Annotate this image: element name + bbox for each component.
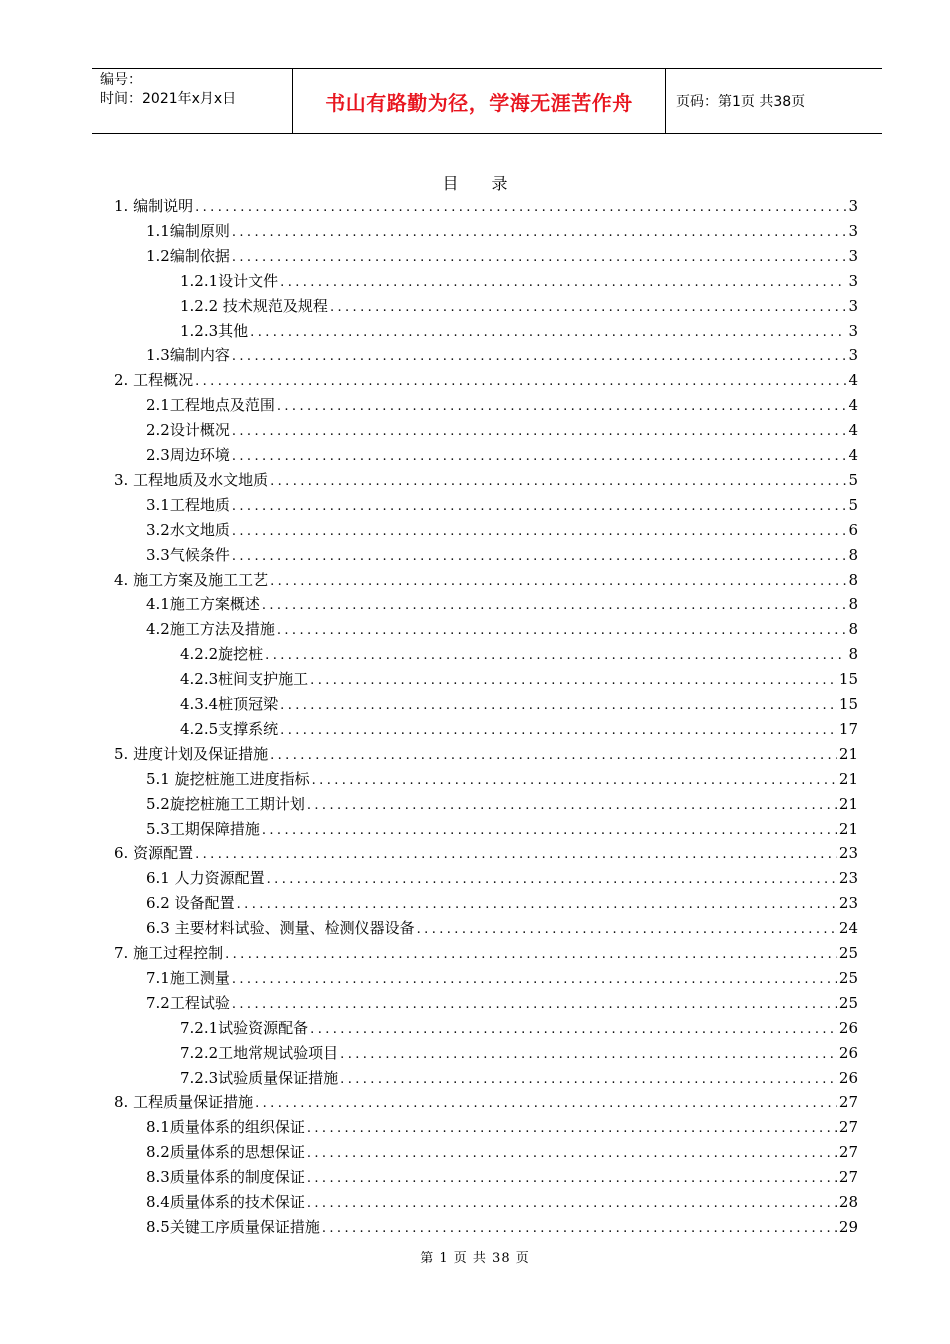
- toc-entry-page: 24: [838, 919, 858, 938]
- toc-entry[interactable]: [146, 991, 858, 1016]
- toc-entry-page: 23: [838, 844, 858, 863]
- toc-entry-label: 2. 工程概况: [114, 371, 194, 390]
- toc-entry-label: 7.2.1试验资源配备: [180, 1018, 309, 1037]
- toc-entry[interactable]: [146, 592, 858, 617]
- toc-entry-page: 8: [848, 570, 858, 589]
- toc-entry[interactable]: [146, 1140, 858, 1165]
- toc-entry[interactable]: [146, 518, 858, 543]
- toc-entry-label: 7.2.3试验质量保证措施: [180, 1068, 339, 1087]
- toc-entry-label: 6.2 设备配置: [146, 894, 235, 913]
- toc-entry-label: 8.1质量体系的组织保证: [146, 1118, 305, 1137]
- toc-dot-leader: [232, 494, 847, 518]
- toc-entry[interactable]: [180, 294, 858, 319]
- toc-dot-leader: [232, 519, 847, 543]
- toc-dot-leader: [237, 892, 837, 916]
- toc-dot-leader: [277, 394, 847, 418]
- toc-entry-page: 4: [848, 396, 858, 415]
- toc-entry-page: 27: [838, 1143, 858, 1162]
- toc-entry-page: 23: [838, 894, 858, 913]
- toc-dot-leader: [280, 718, 837, 742]
- toc-entry-label: 1.3编制内容: [146, 346, 230, 365]
- toc-dot-leader: [265, 643, 846, 667]
- toc-entry-label: 1.2.2 技术规范及规程: [180, 296, 328, 315]
- header-meta: [92, 69, 293, 133]
- toc-entry-label: 8. 工程质量保证措施: [114, 1093, 254, 1112]
- toc-entry-page: 21: [838, 819, 858, 838]
- document-number-label: 编号：: [100, 72, 142, 88]
- toc-dot-leader: [340, 1067, 837, 1091]
- toc-entry-page: 4: [848, 421, 858, 440]
- toc-entry-page: 3: [848, 221, 858, 240]
- toc-entry-page: 3: [848, 246, 858, 265]
- toc-entry-label: 8.5关键工序质量保证措施: [146, 1217, 320, 1236]
- toc-entry-label: 3.3气候条件: [146, 545, 230, 564]
- toc-entry-label: 8.3质量体系的制度保证: [146, 1168, 305, 1187]
- toc-entry-page: 27: [838, 1093, 858, 1112]
- toc-entry[interactable]: [114, 841, 858, 866]
- toc-dot-leader: [340, 1042, 837, 1066]
- toc-entry[interactable]: [146, 443, 858, 468]
- toc-entry-label: 6. 资源配置: [114, 844, 194, 863]
- toc-entry-label: 4.2.3桩间支护施工: [180, 670, 309, 689]
- toc-entry-page: 6: [848, 520, 858, 539]
- toc-dot-leader: [270, 469, 846, 493]
- toc-entry-label: 4. 施工方案及施工工艺: [114, 570, 269, 589]
- toc-entry-label: 3.1工程地质: [146, 495, 230, 514]
- toc-entry[interactable]: [180, 642, 858, 667]
- header-page-info: 页码：第1页 共38页: [676, 94, 806, 110]
- toc-entry-page: 8: [848, 645, 858, 664]
- toc-dot-leader: [277, 618, 847, 642]
- toc-entry-page: 21: [838, 794, 858, 813]
- toc-entry-label: 2.1工程地点及范围: [146, 396, 275, 415]
- toc-dot-leader: [195, 195, 846, 219]
- toc-entry-page: 25: [838, 968, 858, 987]
- toc-dot-leader: [310, 1017, 837, 1041]
- toc-entry[interactable]: [180, 692, 858, 717]
- toc-entry-label: 7.2.2工地常规试验项目: [180, 1043, 339, 1062]
- toc-dot-leader: [307, 1116, 837, 1140]
- toc-entry-label: 5.1 旋挖桩施工进度指标: [146, 769, 310, 788]
- toc-dot-leader: [270, 569, 846, 593]
- toc-entry-label: 4.3.4桩顶冠梁: [180, 695, 279, 713]
- toc-entry[interactable]: [180, 1066, 858, 1091]
- toc-dot-leader: [262, 818, 837, 842]
- toc-dot-leader: [232, 444, 847, 468]
- toc-entry-page: 8: [848, 595, 858, 614]
- toc-entry[interactable]: [180, 717, 858, 742]
- toc-entry[interactable]: [114, 568, 858, 593]
- toc-dot-leader: [232, 245, 847, 269]
- toc-entry[interactable]: [114, 941, 858, 966]
- toc-dot-leader: [307, 1191, 837, 1215]
- toc-dot-leader: [307, 793, 837, 817]
- toc-entry-page: 21: [838, 744, 858, 763]
- toc-dot-leader: [232, 992, 837, 1016]
- toc-entry[interactable]: [180, 1041, 858, 1066]
- toc-entry-label: 2.2设计概况: [146, 421, 230, 440]
- toc-entry-label: 6.1 人力资源配置: [146, 869, 265, 888]
- toc-entry-page: 3: [848, 197, 858, 215]
- toc-entry-page: 5: [848, 495, 858, 514]
- toc-dot-leader: [417, 917, 837, 941]
- toc-entry[interactable]: [114, 1090, 858, 1115]
- toc-dot-leader: [310, 668, 837, 692]
- toc-entry-label: 6.3 主要材料试验、测量、检测仪器设备: [146, 919, 415, 938]
- toc-entry-label: 3.2水文地质: [146, 520, 230, 539]
- page-header: [92, 68, 882, 134]
- toc-entry-label: 4.2.2旋挖桩: [180, 645, 264, 664]
- toc-entry[interactable]: [180, 667, 858, 692]
- toc-entry[interactable]: [146, 866, 858, 891]
- toc-title: 目 录: [442, 174, 522, 193]
- toc-entry-page: 17: [838, 719, 858, 738]
- toc-dot-leader: [255, 1091, 837, 1115]
- toc-entry[interactable]: [146, 244, 858, 269]
- toc-entry[interactable]: [146, 966, 858, 991]
- toc-entry-label: 7.2工程试验: [146, 993, 230, 1012]
- toc-entry[interactable]: [114, 742, 858, 767]
- toc-dot-leader: [262, 593, 847, 617]
- toc-dot-leader: [232, 967, 837, 991]
- toc-entry-page: 27: [838, 1118, 858, 1137]
- toc-entry-label: 1.2.3其他: [180, 321, 249, 340]
- toc-entry-label: 1.2.1设计文件: [180, 271, 279, 290]
- toc-dot-leader: [225, 942, 837, 966]
- toc-dot-leader: [232, 544, 847, 568]
- toc-entry-label: 4.2.5支撑系统: [180, 719, 279, 738]
- toc-entry-page: 29: [838, 1217, 858, 1236]
- toc-entry[interactable]: [146, 543, 858, 568]
- toc-entry[interactable]: [146, 916, 858, 941]
- toc-dot-leader: [270, 743, 837, 767]
- toc-entry-label: 7.1施工测量: [146, 968, 230, 987]
- toc-entry-page: 4: [848, 371, 858, 390]
- toc-entry-page: 15: [838, 670, 858, 689]
- toc-dot-leader: [322, 1216, 837, 1240]
- toc-entry[interactable]: [146, 343, 858, 368]
- toc-entry-page: 27: [838, 1168, 858, 1187]
- toc-dot-leader: [250, 320, 846, 344]
- toc-entry[interactable]: [146, 792, 858, 817]
- toc-entry[interactable]: [146, 817, 858, 842]
- toc-entry-page: 5: [848, 470, 858, 489]
- toc-entry-page: 21: [838, 769, 858, 788]
- toc-entry[interactable]: [146, 219, 858, 244]
- toc-dot-leader: [267, 867, 837, 891]
- toc-dot-leader: [280, 693, 837, 717]
- toc-dot-leader: [195, 842, 837, 866]
- toc-entry[interactable]: [146, 1190, 858, 1215]
- toc-entry-label: 2.3周边环境: [146, 446, 230, 464]
- toc-entry-page: 23: [838, 869, 858, 888]
- page-footer: 第 1 页 共 38 页: [420, 1251, 530, 1266]
- toc-dot-leader: [307, 1141, 837, 1165]
- toc-entry-page: 8: [848, 545, 858, 564]
- document-time: 时间：2021年x月x日: [100, 91, 237, 107]
- toc-entry-label: 1. 编制说明: [114, 197, 194, 215]
- toc-entry[interactable]: [114, 468, 858, 493]
- toc-dot-leader: [307, 1166, 837, 1190]
- toc-dot-leader: [312, 768, 837, 792]
- toc-entry-label: 3. 工程地质及水文地质: [114, 470, 269, 489]
- toc-entry-page: 26: [838, 1043, 858, 1062]
- toc-dot-leader: [330, 295, 847, 319]
- toc-entry-label: 7. 施工过程控制: [114, 944, 224, 962]
- toc-entry-label: 1.2编制依据: [146, 246, 230, 265]
- toc-entry[interactable]: [146, 767, 858, 792]
- toc-entry[interactable]: [180, 1016, 858, 1041]
- toc-dot-leader: [232, 344, 847, 368]
- toc-entry-label: 8.2质量体系的思想保证: [146, 1143, 305, 1162]
- toc-dot-leader: [280, 270, 846, 294]
- toc-entry-page: 25: [838, 993, 858, 1012]
- toc-entry-label: 8.4质量体系的技术保证: [146, 1193, 305, 1211]
- toc-entry-label: 5.2旋挖桩施工工期计划: [146, 794, 305, 813]
- toc-entry[interactable]: [146, 1165, 858, 1190]
- toc-entry-page: 3: [848, 296, 858, 315]
- toc-entry[interactable]: [146, 617, 858, 642]
- toc-entry-page: 25: [838, 944, 858, 962]
- toc-entry-label: 5. 进度计划及保证措施: [114, 744, 269, 763]
- toc-entry[interactable]: [146, 393, 858, 418]
- toc-entry[interactable]: [114, 194, 858, 219]
- toc-entry-page: 3: [848, 321, 858, 340]
- toc-entry[interactable]: [146, 891, 858, 916]
- toc-entry-page: 4: [848, 446, 858, 464]
- toc-entry[interactable]: [180, 269, 858, 294]
- toc-dot-leader: [195, 369, 846, 393]
- toc-entry-label: 4.2施工方法及措施: [146, 620, 275, 639]
- toc-entry-page: 3: [848, 346, 858, 365]
- toc-entry-label: 4.1施工方案概述: [146, 595, 260, 614]
- toc-entry-page: 8: [848, 620, 858, 639]
- toc-entry[interactable]: [146, 418, 858, 443]
- toc-entry-page: 26: [838, 1018, 858, 1037]
- toc-entry-label: 1.1编制原则: [146, 221, 230, 240]
- toc-entry[interactable]: [146, 1115, 858, 1140]
- toc-entry-page: 15: [838, 695, 858, 713]
- toc-dot-leader: [232, 419, 847, 443]
- toc-entry-label: 5.3工期保障措施: [146, 819, 260, 838]
- toc-entry[interactable]: [180, 319, 858, 344]
- toc-dot-leader: [232, 220, 847, 244]
- toc-entry-page: 28: [838, 1193, 858, 1211]
- toc-entry-page: 26: [838, 1068, 858, 1087]
- toc-entry[interactable]: [146, 1215, 858, 1240]
- toc-entry[interactable]: [146, 493, 858, 518]
- toc-entry[interactable]: [114, 368, 858, 393]
- toc-entry-page: 3: [848, 271, 858, 290]
- header-motto: 书山有路勤为径，学海无涯苦作舟: [293, 69, 666, 133]
